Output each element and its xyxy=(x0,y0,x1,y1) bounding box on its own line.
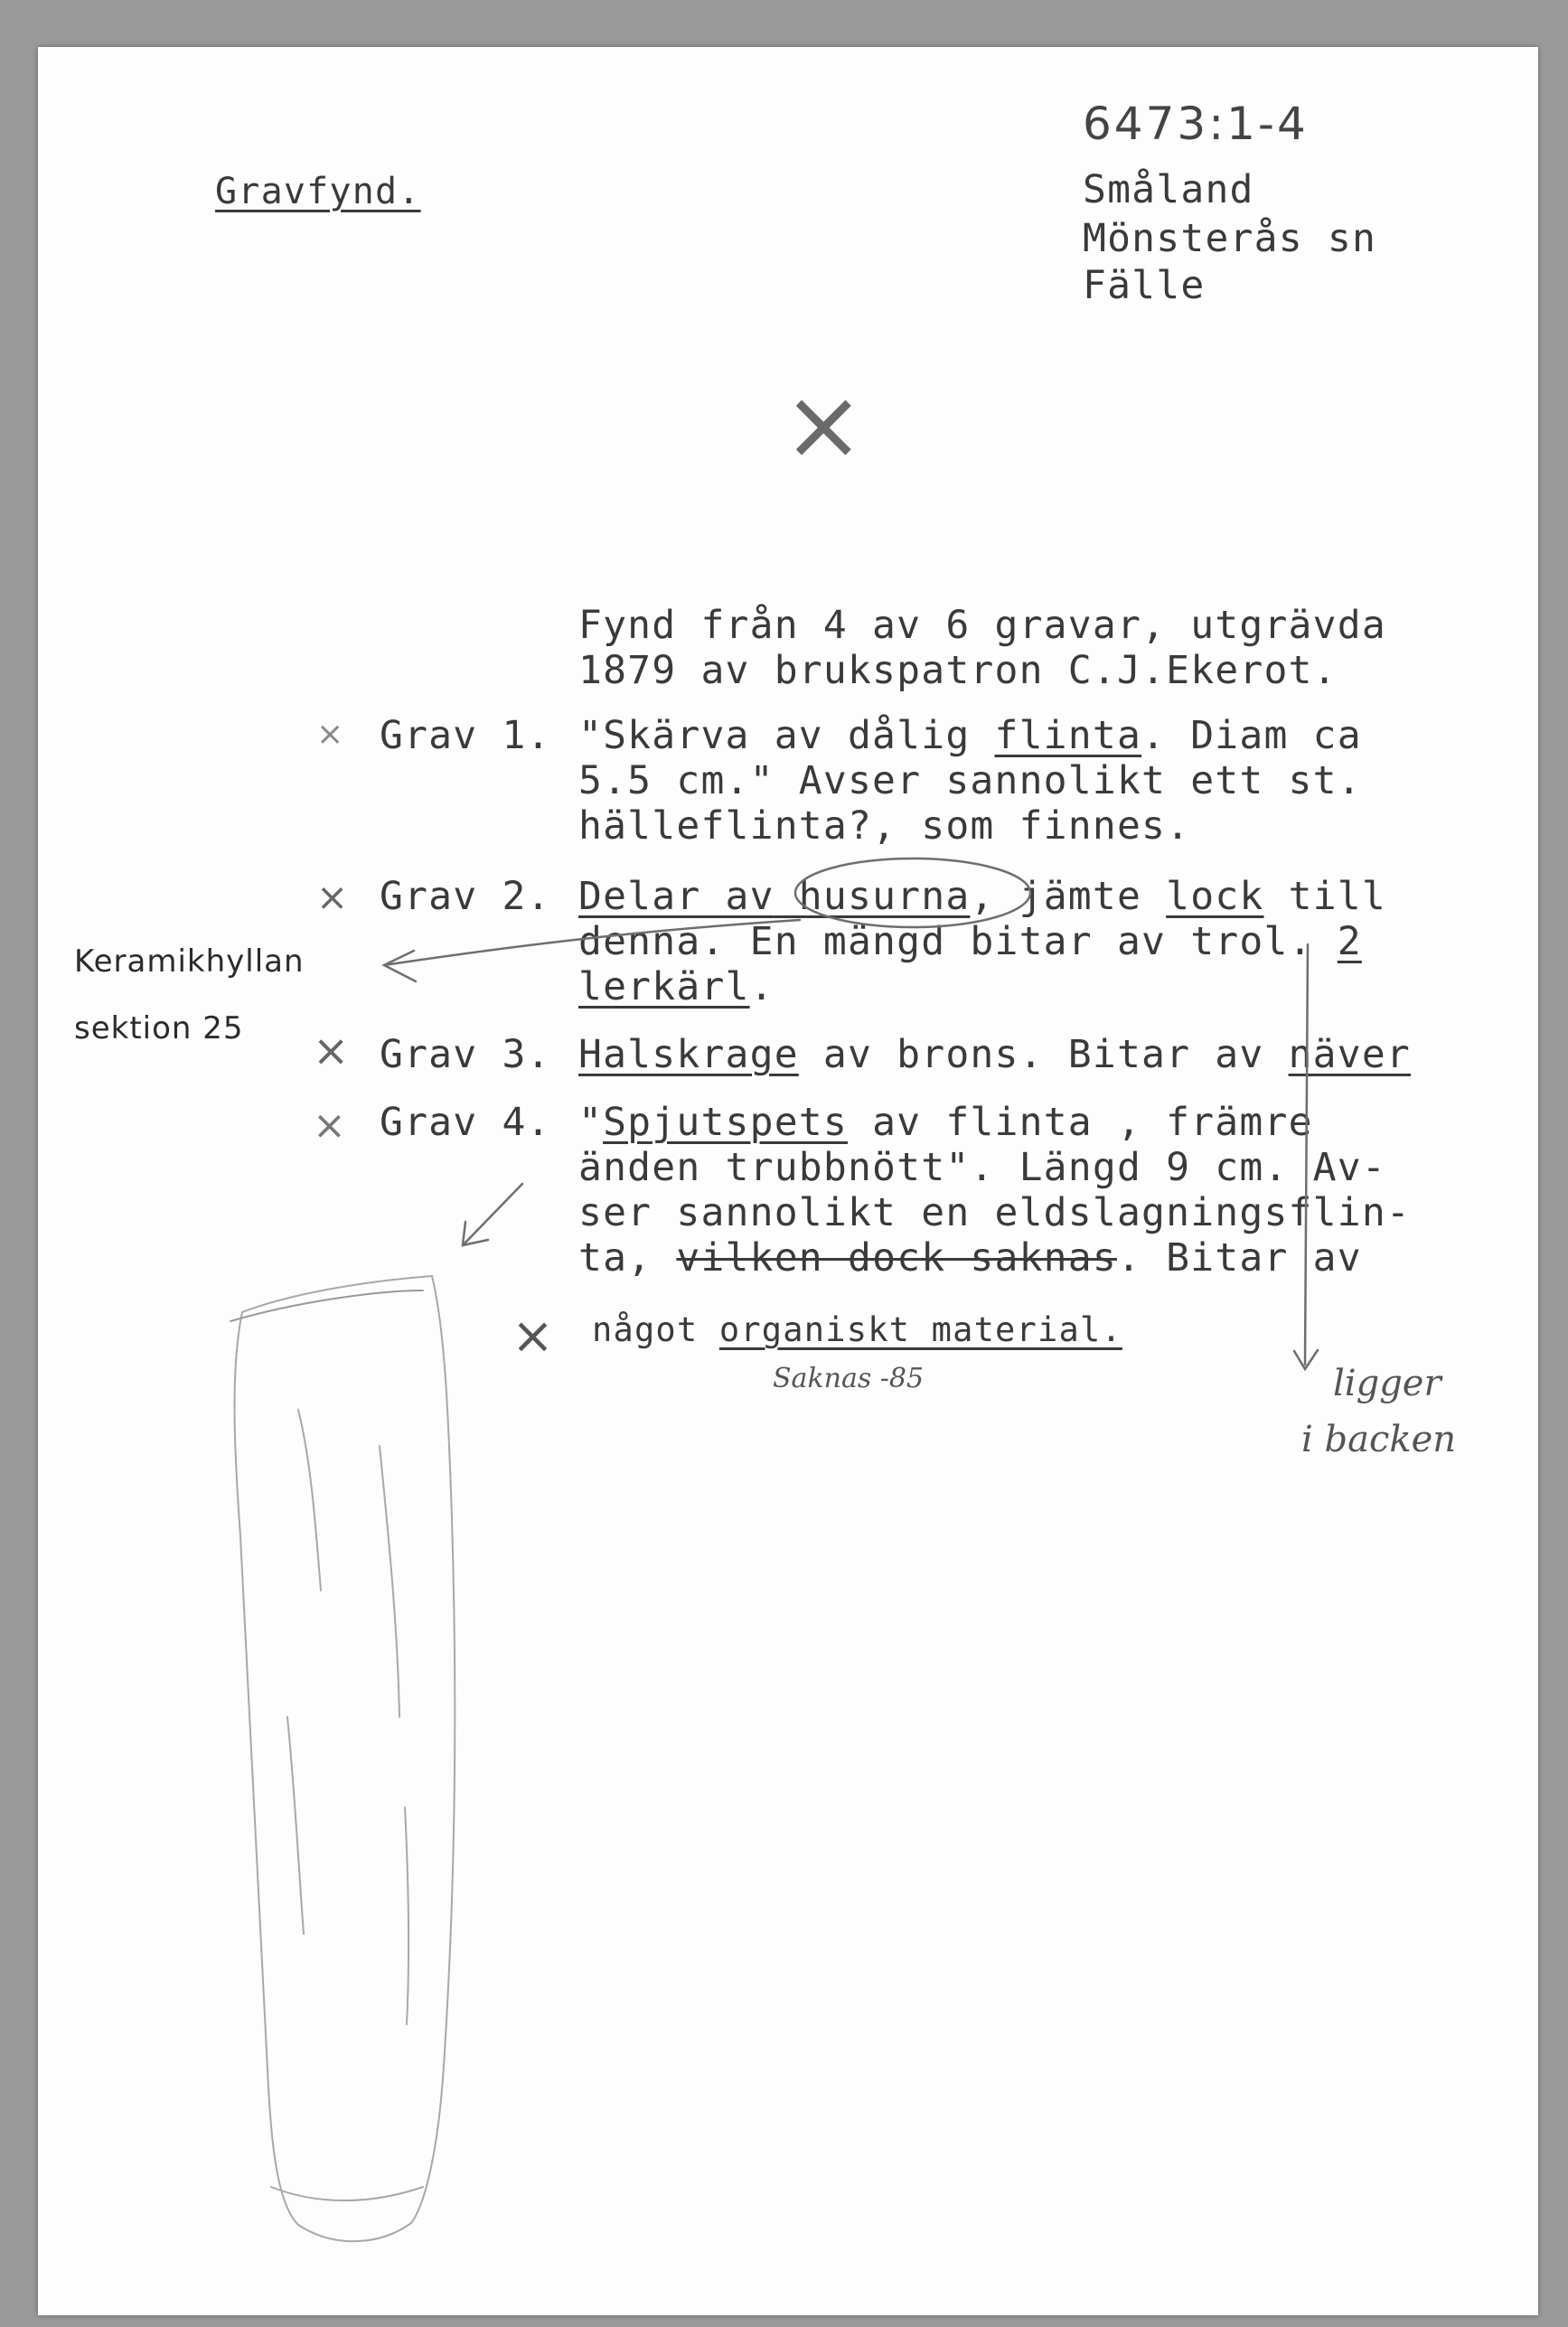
grave-4-label: Grav 4. xyxy=(380,1100,551,1145)
grave-2-house-urn: husurna xyxy=(774,874,971,919)
grave-4-struck-text: vilken dock saknas xyxy=(676,1235,1117,1281)
missing-note: Saknas -85 xyxy=(773,1363,925,1394)
grave-2-text-3b: . xyxy=(749,964,775,1009)
cross-mark-organic: × xyxy=(512,1307,554,1365)
location-note-line-2: i backen xyxy=(1301,1419,1457,1460)
catalog-number: 6473:1-4 xyxy=(1083,98,1309,150)
intro-line-2: 1879 av brukspatron C.J.Ekerot. xyxy=(578,648,1338,693)
grave-3-neck-collar: Halskrage xyxy=(578,1032,799,1077)
arrow-to-sketch xyxy=(463,1184,522,1245)
grave-1-text-a: "Skärva av dålig xyxy=(578,713,995,758)
flint-sketch xyxy=(230,1276,455,2241)
grave-1-flint: flinta xyxy=(994,713,1142,758)
grave-4-line-2: änden trubbnött". Längd 9 cm. Av- xyxy=(578,1145,1386,1190)
location-note-line-1: ligger xyxy=(1333,1363,1441,1404)
grave-4-spearhead: Spjutspets xyxy=(603,1100,848,1145)
grave-2-clay-vessels: lerkärl xyxy=(578,964,750,1009)
grave-1-label: Grav 1. xyxy=(380,713,551,758)
grave-2-text-2a: denna. En mängd bitar av trol. xyxy=(578,919,1338,964)
cross-mark-grave-2: × xyxy=(316,875,349,919)
parish: Mönsterås sn xyxy=(1083,216,1377,261)
grave-2-lid: lock xyxy=(1166,874,1264,919)
grave-4-text-c: av flinta , främre xyxy=(847,1100,1313,1145)
circle-mark xyxy=(795,859,1030,927)
site: Fälle xyxy=(1083,263,1206,308)
grave-3-text-b: av brons. Bitar av xyxy=(798,1032,1289,1077)
cross-mark-grave-4: × xyxy=(313,1103,346,1149)
grave-4-line-3: ser sannolikt en eldslagningsflin- xyxy=(578,1190,1411,1235)
grave-1-text-c: . Diam ca xyxy=(1141,713,1362,758)
grave-1-line-3: hälleflinta?, som finnes. xyxy=(578,803,1191,849)
shelf-location-line-1: Keramikhyllan xyxy=(74,943,305,980)
cross-mark-large: × xyxy=(783,369,865,482)
grave-2-label: Grav 2. xyxy=(380,874,551,919)
grave-4-organic-material: organiskt material. xyxy=(718,1310,1122,1349)
intro-line-1: Fynd från 4 av 6 gravar, utgrävda xyxy=(578,603,1386,648)
grave-4-text-a: " xyxy=(578,1100,604,1145)
cross-mark-grave-3: × xyxy=(313,1026,350,1076)
grave-4-text-5a: något xyxy=(592,1310,719,1349)
grave-4-text-4c: . Bitar av xyxy=(1116,1235,1362,1281)
line-to-location-note xyxy=(1305,944,1308,1365)
grave-2-text-c: , jämte xyxy=(970,874,1167,919)
grave-1-line-2: 5.5 cm." Avser sannolikt ett st. xyxy=(578,758,1362,803)
grave-2-parts: Delar av xyxy=(578,874,775,919)
arrow-to-shelf xyxy=(384,920,800,965)
grave-3-label: Grav 3. xyxy=(380,1032,551,1077)
grave-4-text-4a: ta, xyxy=(578,1235,677,1281)
grave-2-text-e: till xyxy=(1263,874,1386,919)
shelf-location-line-2: sektion 25 xyxy=(74,1010,244,1046)
province: Småland xyxy=(1083,167,1254,212)
arrow-to-shelf-head xyxy=(384,951,416,981)
cross-mark-grave-1: × xyxy=(316,716,344,753)
grave-3-birch-bark: näver xyxy=(1288,1032,1412,1077)
category-heading: Gravfynd. xyxy=(215,171,421,212)
grave-2-count: 2 xyxy=(1337,919,1362,964)
